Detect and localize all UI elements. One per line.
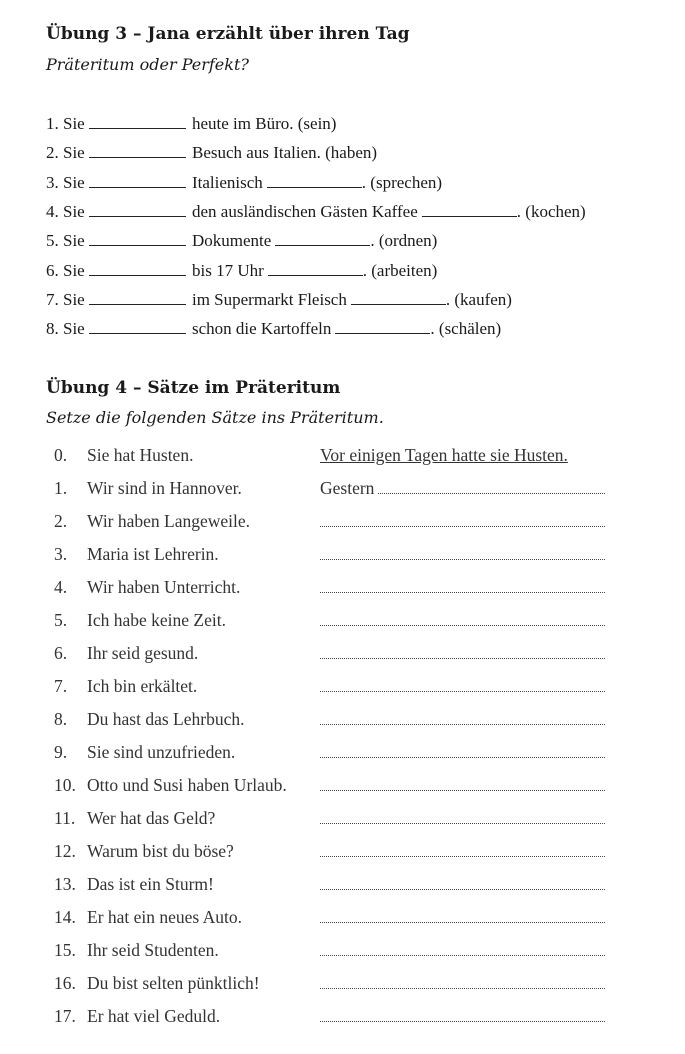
item-sentence: Ich bin erkältet.: [87, 676, 198, 696]
item-number: 0.: [54, 445, 68, 465]
item-number: 7.: [46, 289, 59, 309]
item-sentence: Sie hat Husten.: [87, 445, 194, 465]
dotted-answer-line[interactable]: [320, 742, 605, 758]
item-subject: Sie: [63, 260, 85, 280]
verb-hint: (kaufen): [454, 289, 512, 309]
dotted-answer-line[interactable]: [320, 973, 605, 989]
item-number: 14.: [54, 907, 76, 927]
dotted-answer-line[interactable]: [320, 874, 605, 890]
answer-field[interactable]: [320, 874, 605, 890]
answer-field[interactable]: [320, 643, 605, 659]
item-number: 11.: [54, 808, 76, 828]
item-text: Besuch aus Italien.: [191, 143, 321, 163]
item-text: Dokumente: [191, 231, 272, 251]
item-sentence: Er hat ein neues Auto.: [87, 907, 243, 927]
item-text: schon die Kartoffeln: [191, 319, 332, 339]
item-sentence: Das ist ein Sturm!: [87, 874, 214, 894]
dotted-answer-line[interactable]: [320, 610, 605, 626]
item-subject: Sie: [63, 143, 85, 163]
answer-blank[interactable]: [89, 231, 186, 246]
answer-blank[interactable]: [89, 202, 186, 217]
verb-hint: (arbeiten): [371, 260, 438, 280]
answer-blank[interactable]: [89, 114, 186, 129]
item-sentence: Wer hat das Geld?: [87, 808, 216, 828]
item-text: den ausländischen Gästen Kaffee: [191, 201, 418, 221]
item-number: 3.: [54, 544, 68, 564]
answer-blank-2[interactable]: [351, 290, 446, 305]
dotted-answer-line[interactable]: [320, 709, 605, 725]
exercise-3-item: [46, 114, 336, 134]
answer-blank[interactable]: [89, 261, 186, 276]
answer-field[interactable]: [320, 940, 605, 956]
item-number: 6.: [46, 260, 59, 280]
dotted-answer-line[interactable]: [320, 907, 605, 923]
dotted-answer-line[interactable]: [378, 478, 605, 494]
item-sentence: Wir sind in Hannover.: [87, 478, 242, 498]
verb-hint: (ordnen): [378, 231, 438, 251]
verb-hint: (sprechen): [370, 172, 443, 192]
item-sentence: Wir haben Unterricht.: [87, 577, 241, 597]
dotted-answer-line[interactable]: [320, 808, 605, 824]
answer-blank[interactable]: [89, 173, 186, 188]
dotted-answer-line[interactable]: [320, 577, 605, 593]
item-sentence: Otto und Susi haben Urlaub.: [87, 775, 287, 795]
verb-hint: (schälen): [438, 319, 502, 339]
verb-hint: (haben): [325, 143, 378, 163]
item-number: 9.: [54, 742, 68, 762]
item-sentence: Warum bist du böse?: [87, 841, 234, 861]
example-answer: Vor einigen Tagen hatte sie Husten.: [320, 445, 568, 465]
answer-field[interactable]: [320, 973, 605, 989]
answer-blank-2[interactable]: [275, 231, 370, 246]
item-number: 1.: [54, 478, 68, 498]
item-sentence: Ihr seid gesund.: [87, 643, 199, 663]
dotted-answer-line[interactable]: [320, 676, 605, 692]
item-sentence: Er hat viel Geduld.: [87, 1006, 221, 1026]
answer-field[interactable]: [320, 544, 605, 560]
answer-field[interactable]: [320, 610, 605, 626]
item-sentence: Maria ist Lehrerin.: [87, 544, 219, 564]
answer-field[interactable]: [320, 1006, 605, 1022]
answer-blank-2[interactable]: [422, 202, 517, 217]
item-number: 5.: [54, 610, 68, 630]
exercise-3-item: 6. Sie bis 17 Uhr . (arbeiten): [46, 260, 438, 280]
item-number: 12.: [54, 841, 76, 861]
verb-hint: (sein): [297, 114, 337, 133]
item-subject: Sie: [63, 319, 85, 339]
item-number: 5.: [46, 231, 59, 251]
answer-field[interactable]: [320, 511, 605, 527]
item-number: 4.: [54, 577, 68, 597]
item-number: 15.: [54, 940, 76, 960]
dotted-answer-line[interactable]: [320, 841, 605, 857]
item-sentence: Ich habe keine Zeit.: [87, 610, 226, 630]
item-text: heute im Büro.: [191, 114, 294, 133]
item-number: 13.: [54, 874, 76, 894]
item-number: 10.: [54, 775, 76, 795]
item-sentence: Ihr seid Studenten.: [87, 940, 219, 960]
answer-field[interactable]: [320, 742, 605, 758]
exercise-3-item: 8. Sie schon die Kartoffeln . (schälen): [46, 319, 502, 339]
item-sentence: Du hast das Lehrbuch.: [87, 709, 245, 729]
verb-hint: (kochen): [525, 201, 586, 221]
answer-blank-2[interactable]: [267, 173, 362, 188]
exercise-3-item: [46, 143, 377, 163]
item-number: 16.: [54, 973, 76, 993]
item-subject: Sie: [63, 114, 85, 133]
item-sentence: Wir haben Langeweile.: [87, 511, 251, 531]
exercise-3-subtitle: Präteritum oder Perfekt?: [46, 55, 249, 74]
dotted-answer-line[interactable]: [320, 511, 605, 527]
answer-field[interactable]: [320, 577, 605, 593]
item-subject: Sie: [63, 231, 85, 251]
item-number: 3.: [46, 172, 59, 192]
dotted-answer-line[interactable]: [320, 643, 605, 659]
item-subject: Sie: [63, 172, 85, 192]
answer-blank[interactable]: [89, 290, 186, 305]
item-sentence: Sie sind unzufrieden.: [87, 742, 236, 762]
exercise-4-title: Übung 4 – Sätze im Präteritum: [46, 378, 341, 398]
answer-field[interactable]: [320, 676, 605, 692]
answer-field: [320, 445, 605, 466]
item-number: 8.: [46, 319, 59, 339]
exercise-3-item: 3. Sie Italienisch . (sprechen): [46, 172, 443, 192]
answer-field[interactable]: [320, 775, 605, 791]
dotted-answer-line[interactable]: [320, 940, 605, 956]
answer-blank-2[interactable]: [335, 319, 430, 334]
item-number: 17.: [54, 1006, 76, 1026]
answer-field[interactable]: [320, 709, 605, 725]
answer-field[interactable]: [320, 841, 605, 857]
exercise-3-title: Übung 3 – Jana erzählt über ihren Tag: [46, 24, 410, 44]
exercise-3-item: 7. Sie im Supermarkt Fleisch . (kaufen): [46, 289, 512, 309]
item-number: 2.: [54, 511, 68, 531]
dotted-answer-line[interactable]: [320, 775, 605, 791]
item-text: im Supermarkt Fleisch: [191, 289, 347, 309]
item-number: 4.: [46, 201, 59, 221]
item-subject: Sie: [63, 289, 85, 309]
answer-field[interactable]: [320, 478, 605, 499]
answer-prefix: Gestern: [320, 478, 375, 498]
answer-blank[interactable]: [89, 319, 186, 334]
answer-field[interactable]: [320, 808, 605, 824]
item-number: 6.: [54, 643, 68, 663]
item-sentence: Du bist selten pünktlich!: [87, 973, 260, 993]
answer-blank-2[interactable]: [268, 261, 363, 276]
item-text: bis 17 Uhr: [191, 260, 264, 280]
exercise-4-subtitle: Setze die folgenden Sätze ins Präteritum.: [46, 408, 384, 427]
answer-field[interactable]: [320, 907, 605, 923]
dotted-answer-line[interactable]: [320, 1006, 605, 1022]
exercise-3-item: 5. Sie Dokumente . (ordnen): [46, 231, 438, 251]
dotted-answer-line[interactable]: [320, 544, 605, 560]
item-number: 8.: [54, 709, 68, 729]
item-subject: Sie: [63, 201, 85, 221]
item-number: 1.: [46, 114, 59, 133]
answer-blank[interactable]: [89, 143, 186, 158]
item-number: 2.: [46, 143, 59, 163]
item-number: 7.: [54, 676, 68, 696]
exercise-3-item: 4. Sie den ausländischen Gästen Kaffee . (kochen): [46, 201, 586, 221]
item-text: Italienisch: [191, 172, 263, 192]
